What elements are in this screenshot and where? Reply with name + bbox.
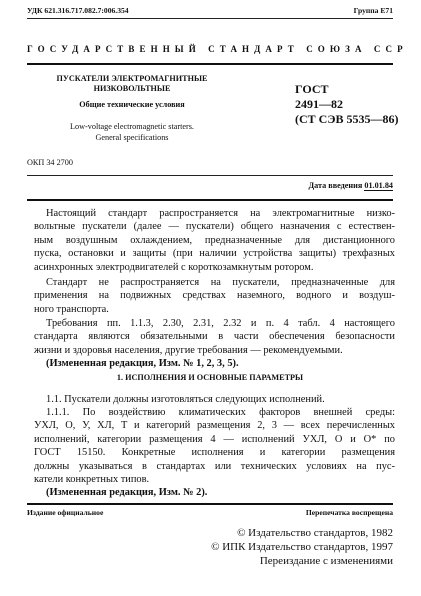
text-line: вольтные пускатели (далее — пускатели) общего назначения с естествен-: [34, 221, 395, 233]
amendment-note: (Измененная редакция, Изм. № 1, 2, 3, 5).: [46, 358, 239, 370]
title-line-2: НИЗКОВОЛЬТНЫЕ: [93, 84, 171, 93]
reissue-note: Переиздание с изменениями: [259, 555, 393, 567]
text-line: Требования пп. 1.1.3, 2.30, 2.31, 2.32 и п. 4 табл. 4 настоящего: [46, 318, 395, 329]
date-divider: [27, 199, 393, 201]
introduction-date: [309, 181, 394, 190]
group-code: Группа Е71: [353, 6, 393, 15]
paragraph-mandatory: [34, 317, 395, 371]
footer-divider: [27, 503, 393, 505]
text-line: ГОСТ 15150. Конкретные исполнения и категории размещения: [34, 447, 395, 459]
okp-divider: [27, 175, 393, 176]
text-line: стандарта являются обязательными в части обеспечения безопасности: [34, 331, 395, 343]
paragraph-1-1-1: [34, 406, 395, 500]
text-line: 1.1.1. По воздействию климатических факторов внешней среды:: [46, 407, 395, 418]
heading-divider: [27, 63, 393, 65]
text-line: ным воздушным охлаждением, предназначенные для дистанционного: [34, 234, 395, 246]
gost-number: 2491—82: [295, 97, 343, 111]
header-divider: [27, 18, 393, 19]
title-line-1: ПУСКАТЕЛИ ЭЛЕКТРОМАГНИТНЫЕ: [56, 74, 208, 83]
reprint-prohibited: Перепечатка воспрещена: [305, 508, 393, 517]
st-sev-number: (СТ СЭВ 5535—86): [295, 112, 399, 126]
okp-code: ОКП 34 2700: [27, 158, 73, 167]
text-line: должны указываться в стандартах или технических условиях на пус-: [34, 460, 395, 472]
text-line: 1.1. Пускатели должны изготовляться следующих исполнений.: [46, 394, 325, 405]
text-line: жизни и здоровья населения, другие требования — рекомендуемыми.: [34, 344, 343, 356]
introduction-date-label: Дата введения: [308, 181, 363, 190]
text-line: катели конкретных типов.: [34, 474, 150, 486]
udk-code: УДК 621.316.717.082.7:006.354: [27, 6, 129, 15]
state-standard-heading: ГОСУДАРСТВЕННЫЙ СТАНДАРТ СОЮЗА ССР: [27, 44, 408, 54]
subtitle: Общие технические условия: [79, 100, 185, 109]
amendment-note: (Измененная редакция, Изм. № 2).: [46, 487, 208, 499]
text-line: асинхронных электродвигателей с короткозамкнутым ротором.: [34, 261, 314, 273]
text-line: применения на подвижных средствах наземного, водного и воздуш-: [34, 290, 395, 302]
gost-label: ГОСТ: [295, 82, 329, 96]
section-heading: 1. ИСПОЛНЕНИЯ И ОСНОВНЫЕ ПАРАМЕТРЫ: [116, 373, 304, 382]
copyright-1997: © ИПК Издательство стандартов, 1997: [211, 541, 393, 553]
text-line: исполнений, категории размещения 4 — исполнений УХЛ, О и О* по: [34, 433, 395, 445]
paragraph-1-1: [34, 393, 395, 406]
paragraph-scope: [34, 207, 395, 274]
text-line: УХЛ, О, У, ХЛ, Т и категорий размещения 2, 3 — всех перечисленных: [34, 420, 395, 432]
paragraph-exclusions: [34, 276, 395, 316]
introduction-date-value: 01.01.84: [364, 181, 393, 190]
english-title-1: Low-voltage electromagnetic starters.: [70, 122, 194, 131]
text-line: Настоящий стандарт распространяется на электромагнитные низко-: [46, 208, 395, 219]
text-line: ного транспорта.: [34, 303, 109, 315]
english-title-2: General specifications: [95, 133, 169, 142]
text-line: Стандарт не распространяется на пускатели, предназначенные для: [46, 277, 395, 288]
official-edition: Издание официальное: [27, 508, 104, 517]
copyright-1982: © Издательство стандартов, 1982: [237, 527, 393, 539]
text-line: пуска, остановки и защиты (при наличии устройства защиты) трехфазных: [34, 248, 395, 260]
